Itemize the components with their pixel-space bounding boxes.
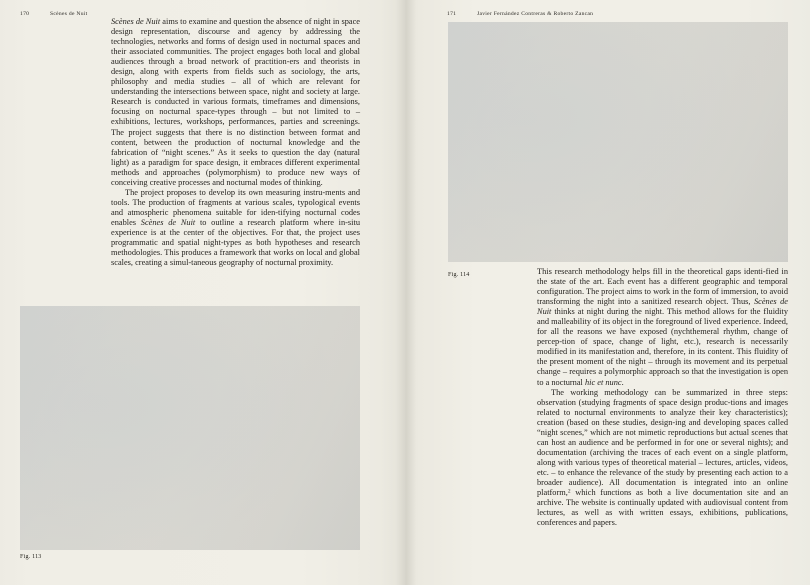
- body-text-left: [111, 17, 360, 268]
- figure-image-113: [20, 306, 360, 550]
- paragraph-left-2: The project proposes to develop its own measuring instru-ments and tools. The production of fragments at various scales, typological events and atmospheric phenomena suitable for iden-tifying nocturnal codes enables Scènes de Nuit to outline a research platform where in-situ experience is at the center of the objectives. For that, the project uses programmatic and spatial night-types as both hypotheses and research methodologies. This produces a framework that works on local and global scales, creating a simul-taneous geography of nocturnal proximity.: [111, 187, 360, 268]
- paragraph-left-1: Scènes de Nuit aims to examine and question the absence of night in space design representation, discourse and agency by addressing the technologies, networks and forms of design used in nocturnal spaces and their associated communities. The project engages both local and global audiences through a broad network of practition-ers and theorists in design, along with experts from fields such as sociology, the arts, philosophy and media studies – all of which are relevant for understanding the intersections between space, night and society at large. Research is conducted in various formats, timeframes and dimensions, focusing on nocturnal space-types through – but not limited to – exhibitions, lectures, workshops, performances, parties and screenings. The project suggests that there is no distinction between format and content, between the production of nocturnal knowledge and the fabrication of “night scenes.” As it seeks to question the day (natural light) as a paradigm for space design, it embraces different experimental methods and approaches (polymorphism) to produce new ways of conceiving creative processes and nocturnal modes of thinking.: [111, 17, 361, 187]
- figure-image-114: [448, 22, 788, 262]
- figure-caption-113: Fig. 113: [20, 554, 42, 560]
- figure-caption-114: Fig. 114: [448, 272, 470, 278]
- paragraph-right-2: The working methodology can be summarized in three steps: observation (studying fragments of space design produc-tions and images related to nocturnal environments to analyze their key characteristics); creation (based on these studies, design-ing and developing spaces called “night scenes,” which are not mimetic reproductions but actual scenes that can host an audience and be performed in for one or several nights); and documentation (archiving the traces of each event on a single platform, along with various types of theoretical material – lectures, articles, videos, etc. – to enhance the relevance of the study by presenting each action to a broader audience). All documentation is integrated into an online platform,$^2$ which functions as both a live documentation site and an archive. The website is continually updated with audiovisual content from lectures, as well as with written essays, exhibitions, publications, conferences and papers.: [537, 387, 788, 528]
- page-number-left: 170: [20, 11, 30, 17]
- body-text-right: [537, 267, 788, 528]
- running-head-left: Scènes de Nuit: [50, 11, 88, 17]
- running-head-right: Javier Fernández Contreras & Roberto Zancan: [477, 11, 594, 17]
- page-number-right: 171: [447, 11, 457, 17]
- paragraph-right-1: This research methodology helps fill in the theoretical gaps identi-fied in the state of the art. Each event has a different geographic and temporal configuration. The project aims to work in the form of immersion, to avoid transforming the night into a sanitized research object. Thus, Scènes de Nuit thinks at night during the night. This method allows for the fluidity and malleability of its object in the foreground of lived experience. Indeed, for all the reasons we have exposed (nychthemeral rhythm, change of percep-tion of space, change of light, etc.), research is necessarily modified in its manifestation and, therefore, in its content. This fluidity of the present moment of the night – through its movement and its perpetual change – requires a polymorphic approach so that the investigation is open to a nocturnal hic et nunc.: [537, 267, 788, 387]
